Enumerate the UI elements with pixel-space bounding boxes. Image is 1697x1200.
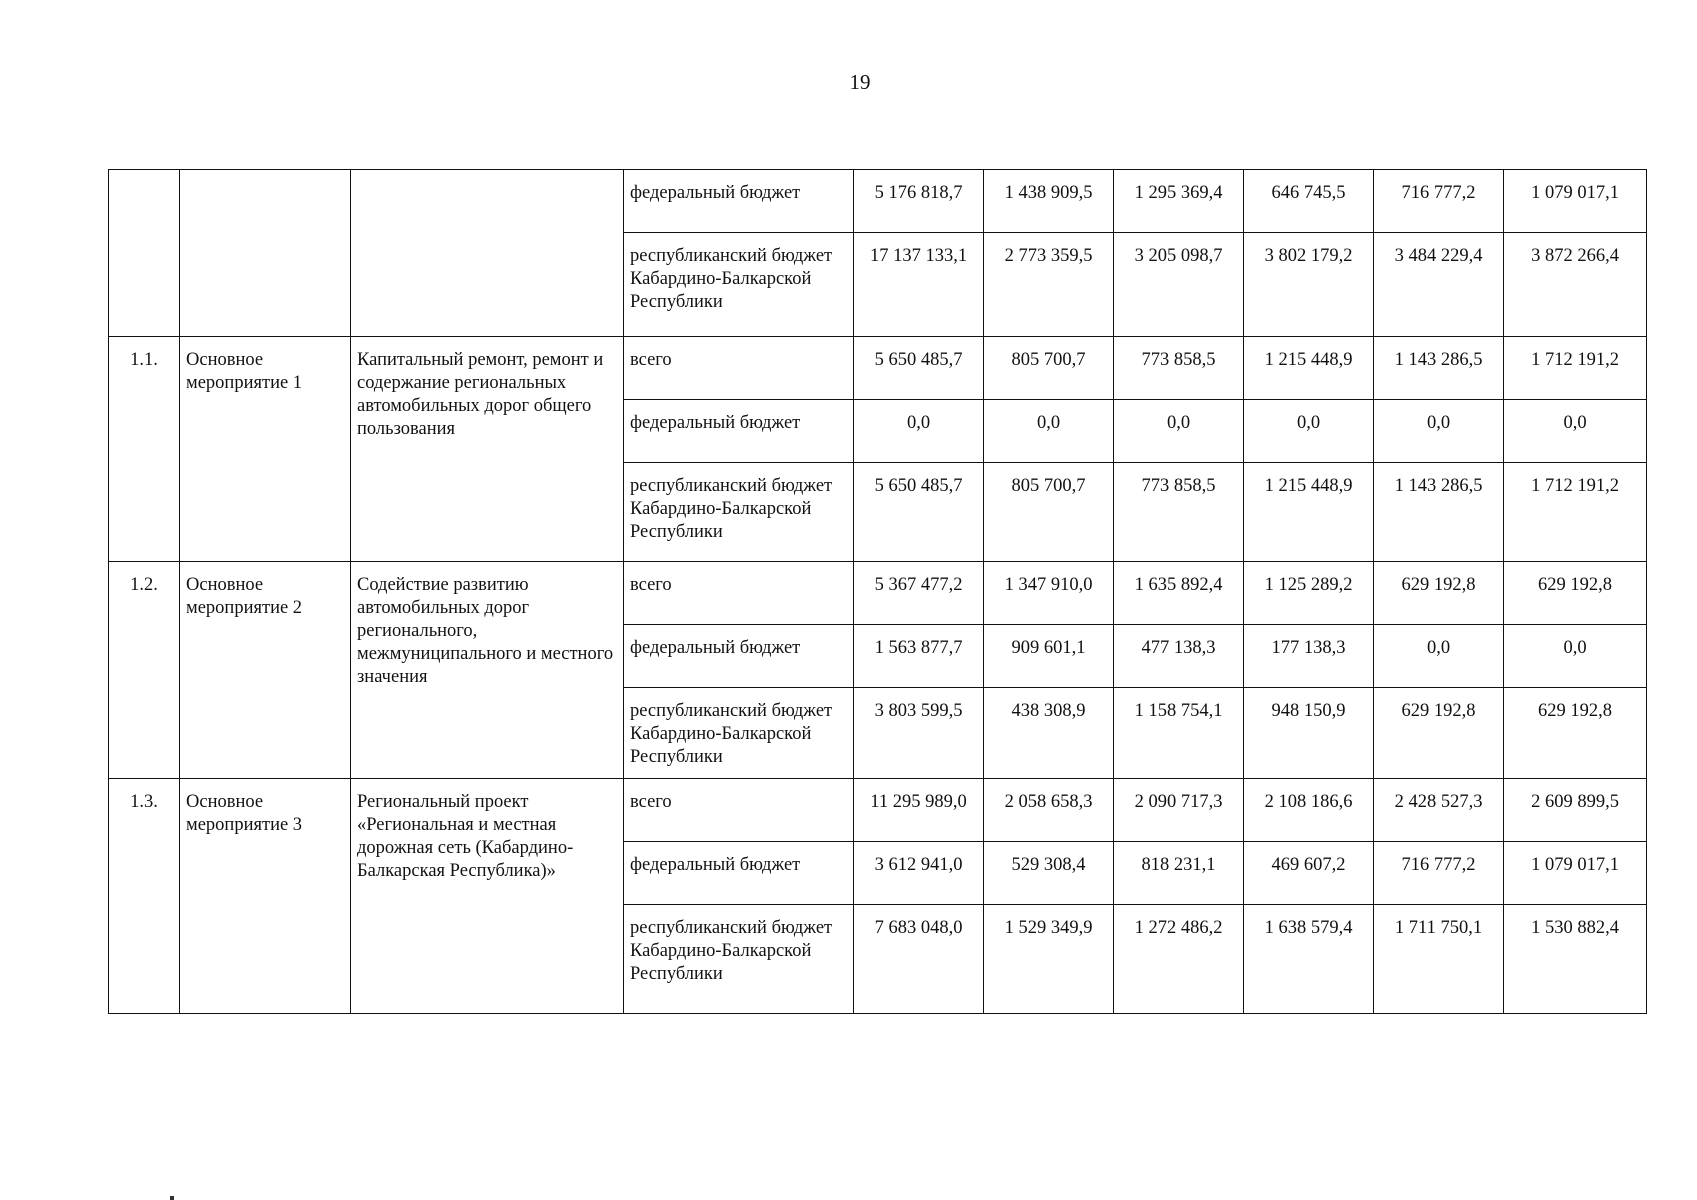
funding-source-cell: республиканский бюджет Кабардино-Балкарской Республики [624, 688, 854, 779]
amount-cell: 629 192,8 [1504, 562, 1647, 625]
amount-cell: 646 745,5 [1244, 170, 1374, 233]
amount-cell: 3 612 941,0 [854, 842, 984, 905]
amount-cell: 1 711 750,1 [1374, 905, 1504, 1014]
funding-source-cell: всего [624, 562, 854, 625]
amount-cell: 1 143 286,5 [1374, 337, 1504, 400]
amount-cell: 1 125 289,2 [1244, 562, 1374, 625]
amount-cell: 0,0 [854, 400, 984, 463]
amount-cell: 11 295 989,0 [854, 779, 984, 842]
amount-cell: 716 777,2 [1374, 170, 1504, 233]
amount-cell: 629 192,8 [1504, 688, 1647, 779]
amount-cell: 773 858,5 [1114, 337, 1244, 400]
amount-cell: 5 650 485,7 [854, 463, 984, 562]
number-cell: 1.3. [109, 779, 180, 1014]
amount-cell: 3 484 229,4 [1374, 233, 1504, 337]
page-number: 19 [849, 70, 871, 94]
amount-cell: 1 215 448,9 [1244, 463, 1374, 562]
amount-cell: 2 428 527,3 [1374, 779, 1504, 842]
amount-cell: 1 529 349,9 [984, 905, 1114, 1014]
name-cell: Региональный проект «Региональная и местная дорожная сеть (Кабардино-Балкарская Республика)» [351, 779, 624, 1014]
amount-cell: 1 079 017,1 [1504, 170, 1647, 233]
scan-artifact [170, 1196, 174, 1200]
table-row [109, 779, 1647, 842]
number-cell: 1.1. [109, 337, 180, 562]
amount-cell: 1 438 909,5 [984, 170, 1114, 233]
funding-source-cell: федеральный бюджет [624, 842, 854, 905]
funding-source-cell: всего [624, 337, 854, 400]
table-row [109, 337, 1647, 400]
amount-cell: 1 712 191,2 [1504, 337, 1647, 400]
amount-cell: 3 802 179,2 [1244, 233, 1374, 337]
amount-cell: 1 530 882,4 [1504, 905, 1647, 1014]
amount-cell: 0,0 [1504, 400, 1647, 463]
amount-cell: 716 777,2 [1374, 842, 1504, 905]
amount-cell: 0,0 [1114, 400, 1244, 463]
amount-cell: 5 176 818,7 [854, 170, 984, 233]
amount-cell: 0,0 [1374, 625, 1504, 688]
name-cell: Капитальный ремонт, ремонт и содержание региональных автомобильных дорог общего пользования [351, 337, 624, 562]
funding-source-cell: федеральный бюджет [624, 625, 854, 688]
amount-cell: 3 205 098,7 [1114, 233, 1244, 337]
amount-cell: 477 138,3 [1114, 625, 1244, 688]
amount-cell: 1 563 877,7 [854, 625, 984, 688]
amount-cell: 805 700,7 [984, 337, 1114, 400]
amount-cell: 3 872 266,4 [1504, 233, 1647, 337]
amount-cell: 5 650 485,7 [854, 337, 984, 400]
amount-cell: 2 058 658,3 [984, 779, 1114, 842]
amount-cell: 2 609 899,5 [1504, 779, 1647, 842]
status-cell: Основное мероприятие 2 [180, 562, 351, 779]
amount-cell: 1 215 448,9 [1244, 337, 1374, 400]
amount-cell: 0,0 [1374, 400, 1504, 463]
name-cell [351, 170, 624, 337]
amount-cell: 818 231,1 [1114, 842, 1244, 905]
number-cell [109, 170, 180, 337]
amount-cell: 1 079 017,1 [1504, 842, 1647, 905]
amount-cell: 805 700,7 [984, 463, 1114, 562]
amount-cell: 17 137 133,1 [854, 233, 984, 337]
funding-source-cell: федеральный бюджет [624, 170, 854, 233]
amount-cell: 948 150,9 [1244, 688, 1374, 779]
amount-cell: 3 803 599,5 [854, 688, 984, 779]
amount-cell: 1 712 191,2 [1504, 463, 1647, 562]
amount-cell: 0,0 [1504, 625, 1647, 688]
amount-cell: 1 635 892,4 [1114, 562, 1244, 625]
amount-cell: 2 773 359,5 [984, 233, 1114, 337]
budget-table [108, 169, 1647, 1014]
table-row [109, 562, 1647, 625]
amount-cell: 2 090 717,3 [1114, 779, 1244, 842]
amount-cell: 1 295 369,4 [1114, 170, 1244, 233]
amount-cell: 2 108 186,6 [1244, 779, 1374, 842]
amount-cell: 1 272 486,2 [1114, 905, 1244, 1014]
amount-cell: 1 158 754,1 [1114, 688, 1244, 779]
status-cell [180, 170, 351, 337]
amount-cell: 1 347 910,0 [984, 562, 1114, 625]
amount-cell: 529 308,4 [984, 842, 1114, 905]
funding-source-cell: всего [624, 779, 854, 842]
amount-cell: 0,0 [1244, 400, 1374, 463]
status-cell: Основное мероприятие 1 [180, 337, 351, 562]
number-cell: 1.2. [109, 562, 180, 779]
amount-cell: 438 308,9 [984, 688, 1114, 779]
amount-cell: 469 607,2 [1244, 842, 1374, 905]
funding-source-cell: республиканский бюджет Кабардино-Балкарской Республики [624, 905, 854, 1014]
amount-cell: 1 143 286,5 [1374, 463, 1504, 562]
funding-source-cell: федеральный бюджет [624, 400, 854, 463]
amount-cell: 629 192,8 [1374, 688, 1504, 779]
table-row [109, 170, 1647, 233]
funding-source-cell: республиканский бюджет Кабардино-Балкарской Республики [624, 233, 854, 337]
amount-cell: 5 367 477,2 [854, 562, 984, 625]
status-cell: Основное мероприятие 3 [180, 779, 351, 1014]
amount-cell: 0,0 [984, 400, 1114, 463]
amount-cell: 909 601,1 [984, 625, 1114, 688]
funding-source-cell: республиканский бюджет Кабардино-Балкарской Республики [624, 463, 854, 562]
name-cell: Содействие развитию автомобильных дорог регионального, межмуниципального и местного значения [351, 562, 624, 779]
amount-cell: 629 192,8 [1374, 562, 1504, 625]
amount-cell: 177 138,3 [1244, 625, 1374, 688]
amount-cell: 1 638 579,4 [1244, 905, 1374, 1014]
amount-cell: 7 683 048,0 [854, 905, 984, 1014]
amount-cell: 773 858,5 [1114, 463, 1244, 562]
